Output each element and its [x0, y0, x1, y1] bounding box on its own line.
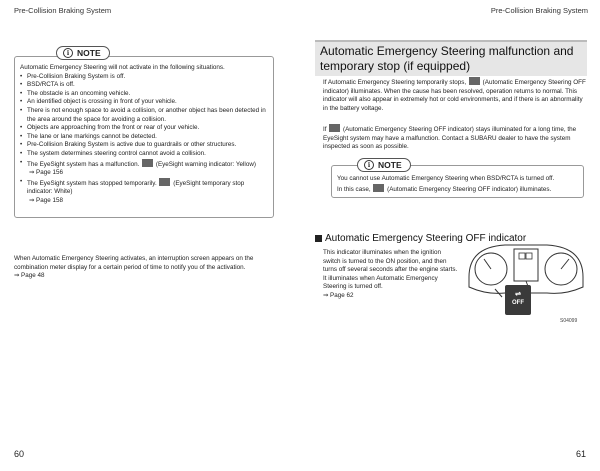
list-item-warning [20, 159, 268, 178]
list-item: • The system determines steering control cannot avoid a collision. [20, 150, 268, 159]
right-note-line2 [337, 184, 581, 195]
aes-off-indicator [505, 285, 531, 315]
line2-after: (Automatic Emergency Steering OFF indicator) illuminates. [387, 185, 552, 193]
list-item-stop [20, 178, 268, 206]
para1-before: If Automatic Emergency Steering temporarily stops, [323, 79, 467, 86]
right-note-title [357, 158, 411, 172]
page-ref[interactable]: ⇒ Page 158 [29, 196, 63, 204]
note-title-text: NOTE [378, 160, 402, 170]
warn-before: The EyeSight system has a malfunction. [27, 160, 140, 168]
info-icon: i [364, 160, 374, 170]
left-note-title [56, 46, 110, 60]
eyesight-warning-icon [142, 159, 153, 167]
aes-off-icon [329, 124, 340, 132]
note-list [20, 73, 268, 206]
right-note-line1: You cannot use Automatic Emergency Steering when BSD/RCTA is turned off. [337, 175, 555, 182]
right-page-header: Pre-Collision Braking System [490, 6, 588, 15]
note-intro: Automatic Emergency Steering will not activate in the following situations. [20, 64, 225, 71]
eyesight-stop-icon [159, 178, 170, 186]
note-title-text: NOTE [77, 48, 101, 58]
left-page-header: Pre-Collision Braking System [14, 6, 112, 15]
figure-code: S04099 [560, 318, 578, 324]
list-item: • BSD/RCTA is off. [20, 81, 268, 90]
aes-off-icon [469, 77, 480, 85]
body-text: When Automatic Emergency Steering activates, an interruption screen appears on the combination meter display for a certain period of time to notify you of the activation. [14, 255, 254, 271]
page-ref[interactable]: ⇒ Page 62 [323, 291, 354, 299]
subsection-body [323, 249, 459, 301]
list-item: • An identified object is crossing in front of your vehicle. [20, 98, 268, 107]
indicator-glyph: ⇌ [515, 291, 521, 298]
right-para-2 [323, 124, 587, 152]
stop-before: The EyeSight system has stopped temporarily. [27, 179, 157, 187]
stop-after: (EyeSight temporary stop indicator: White) [27, 179, 245, 196]
sub-para-2: It illuminates when Automatic Emergency Steering is turned off. [323, 274, 438, 291]
list-item: • Objects are approaching from the front or rear of your vehicle. [20, 124, 268, 133]
para2-after: (Automatic Emergency Steering OFF indicator) stays illuminated for a long time, the EyeSight system may have a malfunction. Contact a SUBARU dealer to have the system inspected as soon as possible. [323, 126, 577, 151]
warn-after: (EyeSight warning indicator: Yellow) [155, 160, 256, 168]
section-title: Automatic Emergency Steering malfunction and temporary stop (if equipped) [315, 40, 587, 76]
indicator-off-label: OFF [512, 300, 524, 306]
list-item: • Pre-Collision Braking System is off. [20, 73, 268, 82]
line2-before: In this case, [337, 185, 371, 193]
list-item: • The obstacle is an oncoming vehicle. [20, 90, 268, 99]
right-para-1 [323, 77, 587, 113]
aes-off-icon [373, 184, 384, 192]
page-ref[interactable]: ⇒ Page 156 [29, 169, 63, 177]
subsection-title-text: Automatic Emergency Steering OFF indicator [325, 233, 527, 244]
instrument-cluster-figure [465, 237, 587, 317]
list-item: • There is not enough space to avoid a collision, or another object has been detected in the area around the space for avoiding a collision. [20, 107, 268, 124]
left-page-number: 60 [14, 449, 25, 459]
left-body [14, 255, 276, 281]
para2-before: If [323, 126, 327, 133]
left-note-box [14, 56, 274, 218]
list-item: • The lane or lane markings cannot be detected. [20, 133, 268, 142]
right-page-number: 61 [575, 449, 586, 459]
list-item: • Pre-Collision Braking System is active due to guardrails or other structures. [20, 141, 268, 150]
square-bullet-icon [315, 235, 322, 242]
sub-para-1: This indicator illuminates when the ignition switch is turned to the ON position, and then turns off several seconds after the engine starts. [323, 249, 458, 274]
info-icon: i [63, 48, 73, 58]
para1-after: (Automatic Emergency Steering OFF indicator) illuminates. When the cause has been resolved, operation returns to normal. This indicator will also appear in extremely hot or cold environments, and if there is an abnormality in the battery voltage. [323, 79, 586, 112]
page-ref[interactable]: ⇒ Page 48 [14, 272, 45, 280]
